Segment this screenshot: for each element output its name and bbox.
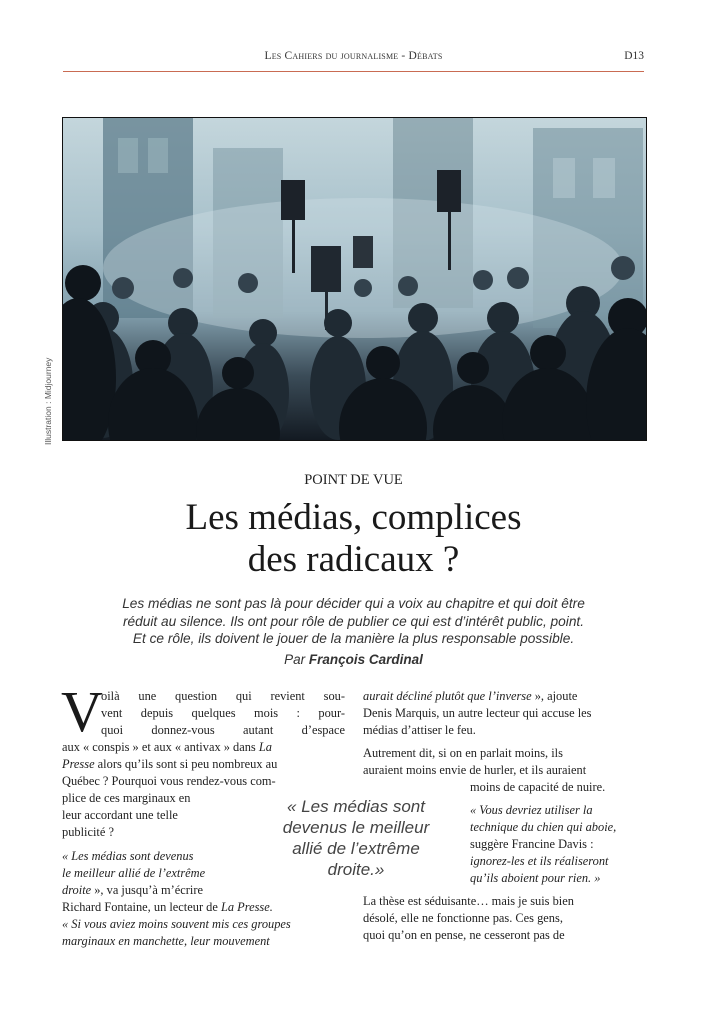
crowd-illustration-art: [63, 118, 646, 440]
body-line: plice de ces marginaux en: [62, 791, 191, 805]
body-text: », ajoute: [531, 689, 578, 703]
pull-quote-line: allié de l’extrême: [292, 839, 420, 858]
running-header: [63, 50, 644, 70]
body-line: [62, 882, 203, 899]
article-deck: [63, 595, 644, 648]
deck-line-3: Et ce rôle, ils doivent le jouer de la manière la plus responsable possible.: [132, 631, 575, 646]
body-line: [62, 756, 277, 773]
body-line: désolé, elle ne fonctionne pas. Ces gens,: [363, 911, 563, 925]
quote-line: « Vous devriez utiliser la: [470, 803, 593, 817]
body-text: alors qu’ils sont si peu nombreux au: [94, 757, 278, 771]
byline-prefix: Par: [284, 652, 306, 667]
publication-name: La: [258, 740, 272, 754]
body-line: quoi qu’on en pense, ne cesseront pas de: [363, 928, 565, 942]
pull-quote-line: devenus le meilleur: [282, 818, 430, 837]
body-line: médias d’attiser le feu.: [363, 723, 476, 737]
pull-quote-line: droite.»: [327, 860, 385, 879]
title-line-2: des radicaux ?: [247, 539, 460, 580]
title-line-1: Les médias, complices: [185, 497, 522, 538]
pull-quote: [258, 796, 454, 880]
quote-line: le meilleur allié de l’extrême: [62, 866, 206, 880]
illustration-credit: Illustration : Midjourney: [43, 357, 53, 445]
kicker: POINT DE VUE: [304, 472, 403, 488]
pull-quote-line: « Les médias sont: [287, 797, 425, 816]
deck-line-1: Les médias ne sont pas là pour décider qui a voix au chapitre et qui doit être: [122, 596, 585, 611]
body-text: aux « conspis » et aux « antivax » dans: [62, 740, 259, 754]
page-number: D13: [624, 50, 644, 62]
deck-line-2: réduit au silence. Ils ont pour rôle de publier ce qui est d’intérêt public, point.: [122, 613, 585, 629]
body-line: [363, 688, 577, 705]
publication-name: Presse: [62, 757, 95, 771]
body-line: publicité ?: [62, 825, 114, 839]
byline: [63, 652, 644, 667]
body-line: leur accordant une telle: [62, 808, 178, 822]
quote-text: aurait décliné plutôt que l’inverse: [363, 689, 532, 703]
quote-line: ignorez-les et ils réaliseront: [470, 854, 609, 868]
body-line: Québec ? Pourquoi vous rendez-vous com-: [62, 774, 276, 788]
body-line: vent depuis quelques mois : pour-: [101, 706, 345, 720]
body-line: [62, 899, 273, 916]
drop-cap: V: [61, 679, 103, 744]
body-line: moins de capacité de nuire.: [470, 780, 606, 794]
body-line: Denis Marquis, un autre lecteur qui accuse les: [363, 706, 592, 720]
body-line: Autrement dit, si on en parlait moins, ils: [363, 746, 563, 760]
quote-line: « Si vous aviez moins souvent mis ces groupes: [62, 917, 291, 931]
author-name: François Cardinal: [308, 652, 423, 667]
crowd-illustration: [62, 117, 647, 441]
body-line: auraient moins envie de hurler, et ils auraient: [363, 763, 587, 777]
body-line: La thèse est séduisante… mais je suis bien: [363, 894, 574, 908]
body-line: oilà une question qui revient sou-: [101, 689, 345, 703]
body-line: [62, 739, 272, 756]
quote-line: « Les médias sont devenus: [62, 849, 194, 863]
article-title: [63, 497, 644, 581]
quote-line: marginaux en manchette, leur mouvement: [62, 934, 270, 948]
quote-text: droite: [62, 883, 92, 897]
quote-line: technique du chien qui aboie,: [470, 820, 617, 834]
body-text: », va jusqu’à m’écrire: [91, 883, 203, 897]
journal-name: Les Cahiers du journalisme - Débats: [264, 50, 443, 62]
quote-line: qu’ils aboient pour rien. »: [470, 871, 601, 885]
header-rule: [63, 71, 644, 72]
body-line: quoi donnez-vous autant d’espace: [101, 723, 345, 737]
body-text: Richard Fontaine, un lecteur de: [62, 900, 221, 914]
body-line: suggère Francine Davis :: [470, 837, 594, 851]
publication-name: La Presse.: [220, 900, 273, 914]
